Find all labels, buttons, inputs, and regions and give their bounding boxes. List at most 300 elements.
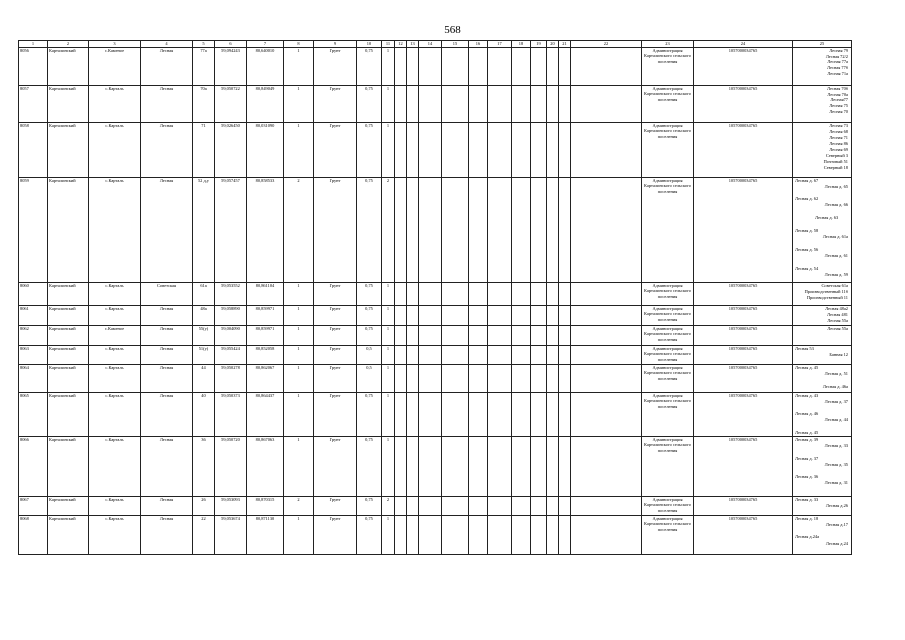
empty-cell xyxy=(395,346,407,365)
container-count-cell: 2 xyxy=(382,497,395,516)
served-address: Лесная 79 xyxy=(829,48,848,53)
area-cell: 0,75 xyxy=(357,326,382,346)
empty-cell xyxy=(547,86,559,123)
empty-cell xyxy=(559,178,571,283)
served-address: Лесная д. 67 xyxy=(795,178,819,183)
served-address: Лесная д. 45 xyxy=(795,430,819,435)
settlement-cell: с.Карталь xyxy=(89,123,141,178)
table-row xyxy=(19,123,852,178)
empty-cell xyxy=(419,306,442,326)
row-number: 8067 xyxy=(19,497,48,516)
column-header: 5 xyxy=(193,41,215,48)
owner-cell: Администрация Карталинского сельского поселения xyxy=(642,178,694,283)
ogrn-cell: 1057000034765 xyxy=(694,393,793,437)
quantity-cell: 1 xyxy=(284,393,314,437)
empty-cell xyxy=(407,326,419,346)
column-number-row xyxy=(19,41,852,48)
empty-cell xyxy=(571,393,642,437)
column-header: 9 xyxy=(314,41,357,48)
house-cell: 71 xyxy=(193,123,215,178)
empty-cell xyxy=(531,516,547,555)
empty-cell xyxy=(559,123,571,178)
area-cell: 0,75 xyxy=(357,123,382,178)
column-header: 1 xyxy=(19,41,48,48)
served-addresses-cell xyxy=(793,326,852,346)
served-addresses-cell xyxy=(793,437,852,497)
served-addresses-cell xyxy=(793,497,852,516)
served-address: Лесная д. 33 xyxy=(795,497,819,502)
served-address: Лесная 77а xyxy=(827,59,848,64)
latitude-cell: 59,053552 xyxy=(215,283,247,306)
column-header: 18 xyxy=(512,41,531,48)
container-count-cell: 1 xyxy=(382,346,395,365)
column-header: 24 xyxy=(694,41,793,48)
longitude-cell: 80,870315 xyxy=(247,497,284,516)
served-address: Лесная д. 33 xyxy=(824,443,848,448)
empty-cell xyxy=(512,306,531,326)
empty-cell xyxy=(395,497,407,516)
empty-cell xyxy=(442,393,469,437)
district-cell: Карталинский xyxy=(48,516,89,555)
empty-cell xyxy=(531,283,547,306)
empty-cell xyxy=(559,326,571,346)
served-address: Лесная 481 xyxy=(827,312,848,317)
latitude-cell: 59,004090 xyxy=(215,326,247,346)
district-cell: Карталинский xyxy=(48,306,89,326)
empty-cell xyxy=(512,326,531,346)
empty-cell xyxy=(395,437,407,497)
empty-cell xyxy=(395,306,407,326)
house-cell: 77а xyxy=(193,48,215,86)
longitude-cell: 80,859971 xyxy=(247,326,284,346)
area-cell: 0,75 xyxy=(357,178,382,283)
longitude-cell: 80,858533 xyxy=(247,178,284,283)
table-row xyxy=(19,437,852,497)
quantity-cell: 1 xyxy=(284,48,314,86)
table-row xyxy=(19,346,852,365)
district-cell: Карталинский xyxy=(48,283,89,306)
longitude-cell: 80,031090 xyxy=(247,123,284,178)
empty-cell xyxy=(488,283,512,306)
empty-cell xyxy=(559,497,571,516)
served-address: Лесная77 xyxy=(830,97,848,102)
house-cell: 55(у) xyxy=(193,326,215,346)
street-cell: Лесная xyxy=(141,365,193,393)
latitude-cell: 59,053093 xyxy=(215,497,247,516)
empty-cell xyxy=(419,365,442,393)
column-header: 7 xyxy=(247,41,284,48)
surface-cell: Грунт xyxy=(314,437,357,497)
house-cell: 51(у) xyxy=(193,346,215,365)
empty-cell xyxy=(442,123,469,178)
served-addresses-cell xyxy=(793,48,852,86)
served-address: Лесная 69 xyxy=(829,147,848,152)
settlement-cell: с.Карталь xyxy=(89,346,141,365)
empty-cell xyxy=(488,346,512,365)
empty-cell xyxy=(442,437,469,497)
quantity-cell: 2 xyxy=(284,178,314,283)
district-cell: Карталинский xyxy=(48,178,89,283)
container-count-cell: 1 xyxy=(382,365,395,393)
empty-cell xyxy=(488,326,512,346)
street-cell: Лесная xyxy=(141,437,193,497)
empty-cell xyxy=(512,346,531,365)
empty-cell xyxy=(488,393,512,437)
longitude-cell: 80,864437 xyxy=(247,393,284,437)
settlement-cell: с.Карталь xyxy=(89,86,141,123)
empty-cell xyxy=(512,123,531,178)
surface-cell: Грунт xyxy=(314,497,357,516)
empty-cell xyxy=(547,48,559,86)
served-address: Лесная 55а xyxy=(827,318,848,323)
served-address: Северный 18 xyxy=(823,165,848,170)
settlement-cell: с.Карталь xyxy=(89,393,141,437)
column-header: 22 xyxy=(571,41,642,48)
empty-cell xyxy=(407,393,419,437)
settlement-cell: с.Карталь xyxy=(89,306,141,326)
empty-cell xyxy=(419,86,442,123)
empty-cell xyxy=(488,86,512,123)
served-address: Лесная д. 46а xyxy=(822,384,848,389)
owner-cell: Администрация Карталинского сельского поселения xyxy=(642,123,694,178)
empty-cell xyxy=(571,497,642,516)
surface-cell: Грунт xyxy=(314,86,357,123)
empty-cell xyxy=(488,516,512,555)
container-count-cell: 1 xyxy=(382,306,395,326)
empty-cell xyxy=(442,283,469,306)
served-addresses-cell xyxy=(793,306,852,326)
table-row xyxy=(19,178,852,283)
owner-cell: Администрация Карталинского сельского поселения xyxy=(642,497,694,516)
area-cell: 0,75 xyxy=(357,283,382,306)
street-cell: Лесная xyxy=(141,178,193,283)
empty-cell xyxy=(547,437,559,497)
empty-cell xyxy=(559,437,571,497)
empty-cell xyxy=(512,365,531,393)
served-address: Лесная д. 36 xyxy=(795,474,819,479)
empty-cell xyxy=(512,178,531,283)
owner-cell: Администрация Карталинского сельского поселения xyxy=(642,346,694,365)
empty-cell xyxy=(531,365,547,393)
empty-cell xyxy=(395,516,407,555)
empty-cell xyxy=(531,123,547,178)
area-cell: 0,75 xyxy=(357,48,382,86)
empty-cell xyxy=(531,326,547,346)
street-cell: Лесная xyxy=(141,86,193,123)
empty-cell xyxy=(531,178,547,283)
empty-cell xyxy=(547,497,559,516)
empty-cell xyxy=(442,516,469,555)
empty-cell xyxy=(407,365,419,393)
empty-cell xyxy=(442,306,469,326)
empty-cell xyxy=(547,346,559,365)
empty-cell xyxy=(419,283,442,306)
served-addresses-cell xyxy=(793,346,852,365)
empty-cell xyxy=(419,123,442,178)
quantity-cell: 2 xyxy=(284,497,314,516)
empty-cell xyxy=(571,365,642,393)
settlement-cell: с.Карталь xyxy=(89,283,141,306)
street-cell: Лесная xyxy=(141,326,193,346)
empty-cell xyxy=(419,393,442,437)
street-cell: Лесная xyxy=(141,393,193,437)
served-addresses-cell xyxy=(793,86,852,123)
latitude-cell: 59,050373 xyxy=(215,393,247,437)
empty-cell xyxy=(469,437,488,497)
empty-cell xyxy=(407,283,419,306)
ogrn-cell: 1057000034765 xyxy=(694,283,793,306)
row-number: 8064 xyxy=(19,365,48,393)
house-cell: 48а xyxy=(193,306,215,326)
empty-cell xyxy=(419,497,442,516)
ogrn-cell: 1057000034765 xyxy=(694,48,793,86)
served-address: Лесная 68 xyxy=(829,129,848,134)
empty-cell xyxy=(559,86,571,123)
empty-cell xyxy=(469,393,488,437)
column-header: 10 xyxy=(357,41,382,48)
empty-cell xyxy=(469,326,488,346)
owner-cell: Администрация Карталинского сельского поселения xyxy=(642,283,694,306)
latitude-cell: 59,053674 xyxy=(215,516,247,555)
empty-cell xyxy=(469,346,488,365)
empty-cell xyxy=(512,497,531,516)
empty-cell xyxy=(469,283,488,306)
empty-cell xyxy=(512,86,531,123)
quantity-cell: 1 xyxy=(284,306,314,326)
latitude-cell: 59,094243 xyxy=(215,48,247,86)
empty-cell xyxy=(442,326,469,346)
empty-cell xyxy=(488,306,512,326)
empty-cell xyxy=(571,306,642,326)
row-number: 8062 xyxy=(19,326,48,346)
served-address: Лесная д. 58 xyxy=(795,228,819,233)
row-number: 8056 xyxy=(19,48,48,86)
empty-cell xyxy=(531,346,547,365)
longitude-cell: 80,862067 xyxy=(247,365,284,393)
empty-cell xyxy=(395,365,407,393)
container-count-cell: 1 xyxy=(382,393,395,437)
street-cell: Лесная xyxy=(141,516,193,555)
register-table xyxy=(18,40,852,555)
served-address: Лесная д. 62 xyxy=(795,196,819,201)
ogrn-cell: 1057000034765 xyxy=(694,346,793,365)
empty-cell xyxy=(571,178,642,283)
settlement-cell: с.Каменое xyxy=(89,48,141,86)
column-header: 8 xyxy=(284,41,314,48)
column-header: 20 xyxy=(547,41,559,48)
settlement-cell: с.Каменое xyxy=(89,326,141,346)
longitude-cell: 80,871130 xyxy=(247,516,284,555)
house-cell: 44 xyxy=(193,365,215,393)
empty-cell xyxy=(559,306,571,326)
empty-cell xyxy=(531,497,547,516)
empty-cell xyxy=(407,516,419,555)
served-address: Лесная д. 39 xyxy=(795,437,819,442)
served-addresses-cell xyxy=(793,365,852,393)
container-count-cell: 2 xyxy=(382,178,395,283)
row-number: 8060 xyxy=(19,283,48,306)
empty-cell xyxy=(407,497,419,516)
empty-cell xyxy=(395,86,407,123)
empty-cell xyxy=(531,48,547,86)
empty-cell xyxy=(488,48,512,86)
row-number: 8066 xyxy=(19,437,48,497)
longitude-cell: 80,849049 xyxy=(247,86,284,123)
served-address: Северный 3 xyxy=(825,153,848,158)
served-address: Лесная д. 61а xyxy=(822,234,848,239)
house-cell: 61а xyxy=(193,283,215,306)
empty-cell xyxy=(442,86,469,123)
empty-cell xyxy=(469,497,488,516)
container-count-cell: 1 xyxy=(382,283,395,306)
served-address: Лесная 53 xyxy=(795,346,814,351)
quantity-cell: 1 xyxy=(284,326,314,346)
served-address: Банная 12 xyxy=(829,352,848,357)
served-address: Лесная д. 31 xyxy=(824,480,848,485)
served-address: Лесная 55а xyxy=(827,326,848,331)
empty-cell xyxy=(442,497,469,516)
served-address: Лесная 86 xyxy=(829,141,848,146)
empty-cell xyxy=(395,178,407,283)
row-number: 8061 xyxy=(19,306,48,326)
surface-cell: Грунт xyxy=(314,306,357,326)
empty-cell xyxy=(559,393,571,437)
column-header: 11 xyxy=(382,41,395,48)
empty-cell xyxy=(442,178,469,283)
empty-cell xyxy=(559,346,571,365)
empty-cell xyxy=(488,437,512,497)
area-cell: 0,5 xyxy=(357,365,382,393)
column-header: 6 xyxy=(215,41,247,48)
latitude-cell: 59,057457 xyxy=(215,178,247,283)
surface-cell: Грунт xyxy=(314,516,357,555)
street-cell: Лесная xyxy=(141,497,193,516)
empty-cell xyxy=(469,516,488,555)
served-addresses-cell xyxy=(793,283,852,306)
house-cell: 22 xyxy=(193,516,215,555)
empty-cell xyxy=(407,346,419,365)
table-row xyxy=(19,86,852,123)
owner-cell: Администрация Карталинского сельского поселения xyxy=(642,365,694,393)
settlement-cell: с.Карталь xyxy=(89,178,141,283)
quantity-cell: 1 xyxy=(284,86,314,123)
district-cell: Карталинский xyxy=(48,86,89,123)
container-count-cell: 1 xyxy=(382,437,395,497)
settlement-cell: с.Карталь xyxy=(89,516,141,555)
empty-cell xyxy=(488,365,512,393)
empty-cell xyxy=(571,516,642,555)
surface-cell: Грунт xyxy=(314,48,357,86)
row-number: 8057 xyxy=(19,86,48,123)
ogrn-cell: 1057000034765 xyxy=(694,516,793,555)
latitude-cell: 59,055424 xyxy=(215,346,247,365)
district-cell: Карталинский xyxy=(48,123,89,178)
empty-cell xyxy=(559,48,571,86)
row-number: 8068 xyxy=(19,516,48,555)
ogrn-cell: 1057000034765 xyxy=(694,178,793,283)
served-address: Лесная 71 xyxy=(829,135,848,140)
quantity-cell: 1 xyxy=(284,437,314,497)
area-cell: 0,75 xyxy=(357,306,382,326)
row-number: 8059 xyxy=(19,178,48,283)
empty-cell xyxy=(571,123,642,178)
column-header: 17 xyxy=(488,41,512,48)
district-cell: Карталинский xyxy=(48,48,89,86)
table-row xyxy=(19,326,852,346)
column-header: 13 xyxy=(407,41,419,48)
empty-cell xyxy=(469,306,488,326)
served-address: Лесная д.17 xyxy=(825,522,848,527)
served-address: Лесная д. 45 xyxy=(795,365,819,370)
empty-cell xyxy=(571,48,642,86)
latitude-cell: 59,050720 xyxy=(215,437,247,497)
house-cell: 52 д,у xyxy=(193,178,215,283)
empty-cell xyxy=(395,123,407,178)
empty-cell xyxy=(469,365,488,393)
ogrn-cell: 1057000034765 xyxy=(694,306,793,326)
surface-cell: Грунт xyxy=(314,365,357,393)
empty-cell xyxy=(571,86,642,123)
served-address: Лесная 77б xyxy=(827,65,848,70)
table-row xyxy=(19,516,852,555)
served-address: Лесная 71а xyxy=(827,71,848,76)
district-cell: Карталинский xyxy=(48,346,89,365)
quantity-cell: 1 xyxy=(284,123,314,178)
street-cell: Лесная xyxy=(141,306,193,326)
table-row xyxy=(19,48,852,86)
empty-cell xyxy=(547,283,559,306)
column-header: 25 xyxy=(793,41,852,48)
area-cell: 0,75 xyxy=(357,393,382,437)
owner-cell: Администрация Карталинского сельского поселения xyxy=(642,326,694,346)
column-header: 4 xyxy=(141,41,193,48)
longitude-cell: 80,861104 xyxy=(247,283,284,306)
empty-cell xyxy=(547,178,559,283)
surface-cell: Грунт xyxy=(314,123,357,178)
owner-cell: Администрация Карталинского сельского поселения xyxy=(642,516,694,555)
empty-cell xyxy=(571,283,642,306)
surface-cell: Грунт xyxy=(314,393,357,437)
empty-cell xyxy=(559,365,571,393)
empty-cell xyxy=(407,306,419,326)
surface-cell: Грунт xyxy=(314,346,357,365)
served-address: Лесная 70б xyxy=(827,86,848,91)
column-header: 14 xyxy=(419,41,442,48)
empty-cell xyxy=(469,48,488,86)
longitude-cell: 80,867063 xyxy=(247,437,284,497)
latitude-cell: 59,058890 xyxy=(215,306,247,326)
empty-cell xyxy=(571,346,642,365)
quantity-cell: 1 xyxy=(284,346,314,365)
street-cell: Советская xyxy=(141,283,193,306)
ogrn-cell: 1057000034765 xyxy=(694,86,793,123)
served-address: Лесная д. 54 xyxy=(795,266,819,271)
district-cell: Карталинский xyxy=(48,365,89,393)
empty-cell xyxy=(442,48,469,86)
served-address: Лесная 70а xyxy=(827,92,848,97)
container-count-cell: 1 xyxy=(382,516,395,555)
column-header: 16 xyxy=(469,41,488,48)
ogrn-cell: 1057000034765 xyxy=(694,437,793,497)
served-address: Лесная д.26 xyxy=(825,503,848,508)
served-address: Производственный 11 xyxy=(806,295,848,300)
settlement-cell: с.Карталь xyxy=(89,497,141,516)
ogrn-cell: 1057000034765 xyxy=(694,326,793,346)
empty-cell xyxy=(512,283,531,306)
table-row xyxy=(19,306,852,326)
served-addresses-cell xyxy=(793,178,852,283)
quantity-cell: 1 xyxy=(284,365,314,393)
